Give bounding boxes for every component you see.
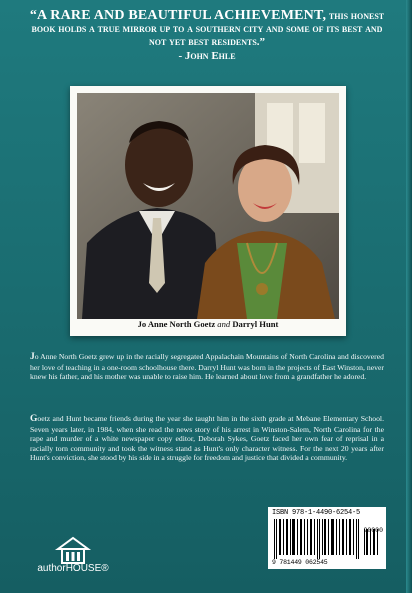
isbn-label: ISBN 978-1-4490-6254-5 xyxy=(272,509,361,517)
caption-name-2: Darryl Hunt xyxy=(232,319,279,329)
photo-frame xyxy=(70,86,346,336)
description-paragraph-1 xyxy=(30,352,384,382)
spine-edge xyxy=(406,0,412,593)
publisher-name: authorHOUSE® xyxy=(37,563,109,574)
blurb-quote xyxy=(22,10,392,62)
price-code: 90000 xyxy=(363,527,383,534)
ean-number: 9 781449 062545 xyxy=(272,559,328,566)
publisher-logo xyxy=(28,535,138,580)
paragraph-2-text: oetz and Hunt became friends during the year she taught him in the sixth grade at Mebane Elementary School. Seven years later, in 1984, when she read the news story of his arrest in Winston-Salem, North Carolina for the rape and murder of a white newspaper copy editor, Deborah Sykes, Goetz faced her own fear of reprisal in a racially torn community and took the witness stand as Hunt's only character witness. For the next 20 years after Hunt's conviction, she stood by his side in a struggle for freedom and justice that divided a community. xyxy=(30,414,384,463)
book-house-icon xyxy=(28,535,118,565)
dropcap-1: J xyxy=(30,352,35,362)
photo-caption xyxy=(70,319,346,329)
barcode-bars xyxy=(274,519,380,559)
barcode xyxy=(268,507,386,569)
caption-name-1: Jo Anne North Goetz xyxy=(137,319,216,329)
author-photo xyxy=(77,93,339,319)
dropcap-2: G xyxy=(30,414,38,424)
description-paragraph-2 xyxy=(30,414,384,463)
quote-body: this honest book holds a true mirror up to a southern city and some of its best and not yet best residents.” xyxy=(31,10,385,48)
quote-attribution: - John Ehle xyxy=(178,50,236,62)
quote-lead: “A RARE AND BEAUTIFUL ACHIEVEMENT, xyxy=(29,8,327,23)
caption-and: and xyxy=(217,319,231,329)
paragraph-1-text: o Anne North Goetz grew up in the racially segregated Appalachain Mountains of North Carolina and discovered her love of teaching in a one-room schoolhouse there. Darryl Hunt was born in the projects of East Winston, never knew his father, and his mother was unable to raise him. He learned about love from a grandfather he adored. xyxy=(30,352,384,382)
